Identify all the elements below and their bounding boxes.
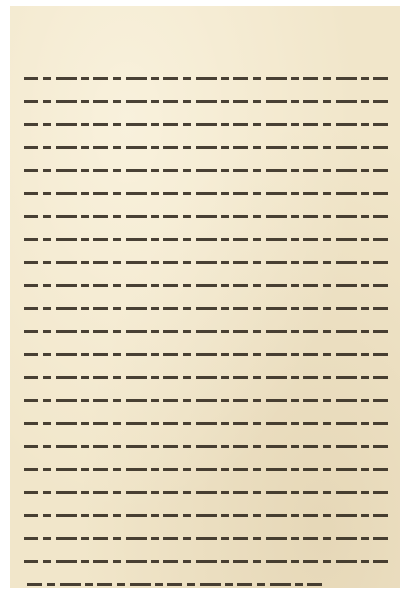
text-line <box>24 436 388 453</box>
text-line <box>24 114 388 131</box>
text-line <box>24 528 388 545</box>
text-line <box>24 459 388 476</box>
page-number <box>10 38 400 56</box>
text-line <box>24 413 388 430</box>
text-line <box>24 206 388 223</box>
text-line <box>24 298 388 315</box>
text-line <box>24 275 388 292</box>
text-line <box>24 574 322 591</box>
text-line <box>24 137 388 154</box>
text-line <box>24 344 388 361</box>
text-line <box>24 390 388 407</box>
text-line <box>24 482 388 499</box>
text-line <box>24 229 388 246</box>
text-line <box>24 91 388 108</box>
text-line <box>24 183 388 200</box>
text-line <box>24 505 388 522</box>
text-line <box>24 367 388 384</box>
text-line <box>24 321 388 338</box>
text-line <box>24 68 388 85</box>
body-text <box>24 68 388 580</box>
text-line <box>24 551 388 568</box>
text-line <box>24 160 388 177</box>
text-line <box>24 252 388 269</box>
